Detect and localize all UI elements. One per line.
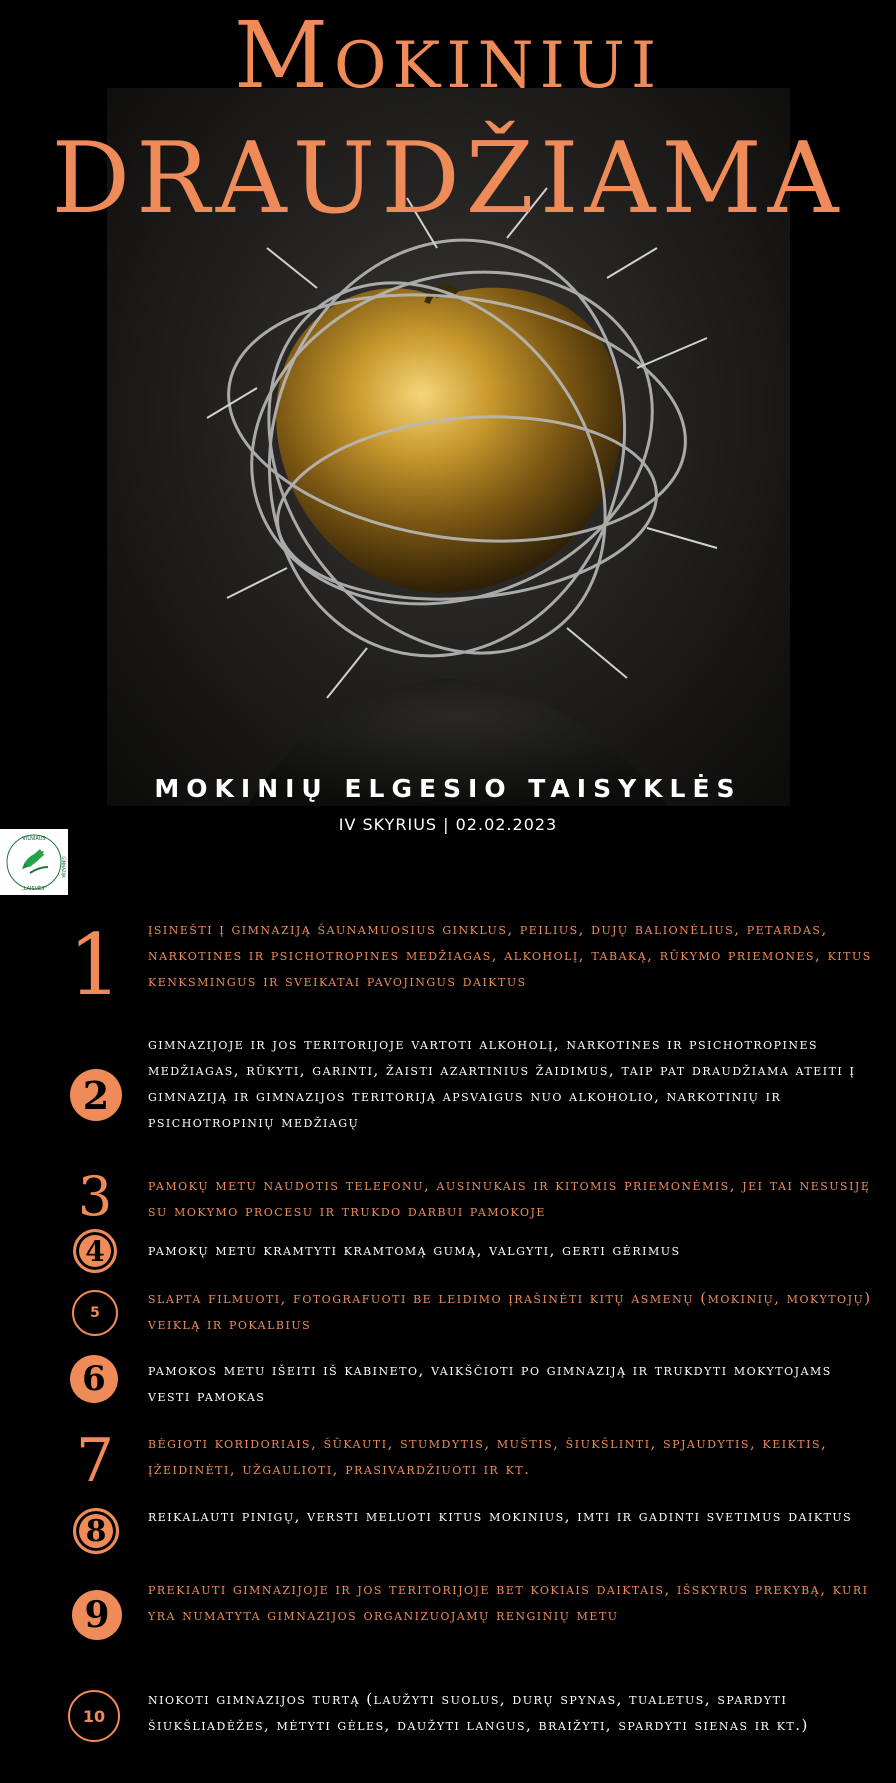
logo-text-middle: „LAISVĖS": [21, 886, 47, 892]
rule-text-5: slapta filmuoti, fotografuoti be leidimo įrašinėti kitų asmenų (mokinių, mokytojų) veiklą ir pokalbius: [148, 1289, 872, 1333]
rule-number-5: 5: [72, 1290, 118, 1336]
rule-text-10: niokoti gimnazijos turtą (laužyti suolus, durų spynas, tualetus, spardyti šiukšliadėžes, mėtyti gėles, daužyti langus, braižyti, spardyti sienas ir kt.): [148, 1690, 809, 1734]
rule-text-4: pamokų metu kramtyti kramtomą gumą, valgyti, gerti gėrimus: [148, 1241, 681, 1259]
rule-text-3: pamokų metu naudotis telefonu, ausinukais ir kitomis priemonėmis, jei tai nesusiję su mokymo procesu ir trukdo darbui pamokoje: [148, 1176, 871, 1220]
rule-text-8: reikalauti pinigų, versti meluoti kitus mokinius, imti ir gadinti svetimus daiktus: [148, 1507, 853, 1525]
rule-text-2: gimnazijoje ir jos teritorijoje vartoti alkoholį, narkotines ir psichotropines medžiagas, rūkyti, garinti, žaisti azartinius žaidimus, taip pat draudžiama ateiti į gimnaziją ir gimnazijos teritoriją apsvaigus nuo alkoholio, narkotinių ir psichotropinių medžiagų: [148, 1035, 856, 1131]
rule-number-1: 1: [68, 916, 122, 1014]
rule-number-10: 10: [68, 1690, 120, 1742]
rule-number-7: 7: [75, 1426, 115, 1496]
logo-text-top: VILNIAUS: [22, 836, 46, 842]
logo-text-right: GIMNAZIJA: [61, 856, 66, 878]
poster-subtitle: MOKINIŲ ELGESIO TAISYKLĖS: [154, 774, 742, 803]
poster-title-line2: DRAUDŽIAMA: [51, 122, 845, 236]
rule-text-1: įsinešti į gimnaziją šaunamuosius ginklus, peilius, dujų balionėlius, petardas, narkotines ir psichotropines medžiagas, alkoholį, tabaką, rūkymo priemones, kitus kenksmingus ir sveikatai pavojingus daiktus: [148, 920, 872, 990]
chapter-date: IV SKYRIUS | 02.02.2023: [338, 815, 558, 834]
rule-number-8: 8: [73, 1508, 119, 1554]
rule-text-7: bėgioti koridoriais, šūkauti, stumdytis, muštis, šiukšlinti, spjaudytis, keiktis, įžeidinėti, užgaulioti, prasivardžiuoti ir kt.: [148, 1434, 828, 1478]
rule-number-3: 3: [77, 1164, 113, 1228]
school-logo-icon: [0, 829, 68, 895]
rule-number-4: 4: [73, 1229, 117, 1273]
school-logo: [0, 829, 68, 895]
poster-title-line1: Mokiniui: [233, 2, 663, 109]
rule-number-9: 9: [72, 1590, 122, 1640]
rule-number-6: 6: [70, 1355, 118, 1403]
rule-text-9: prekiauti gimnazijoje ir jos teritorijoje bet kokiais daiktais, išskyrus prekybą, kuri yra numatyta gimnazijos organizuojamų renginių metu: [148, 1580, 869, 1624]
rule-text-6: pamokos metu išeiti iš kabineto, vaikščioti po gimnaziją ir trukdyti mokytojams vesti pamokas: [148, 1361, 832, 1405]
rule-number-2: 2: [70, 1069, 122, 1121]
